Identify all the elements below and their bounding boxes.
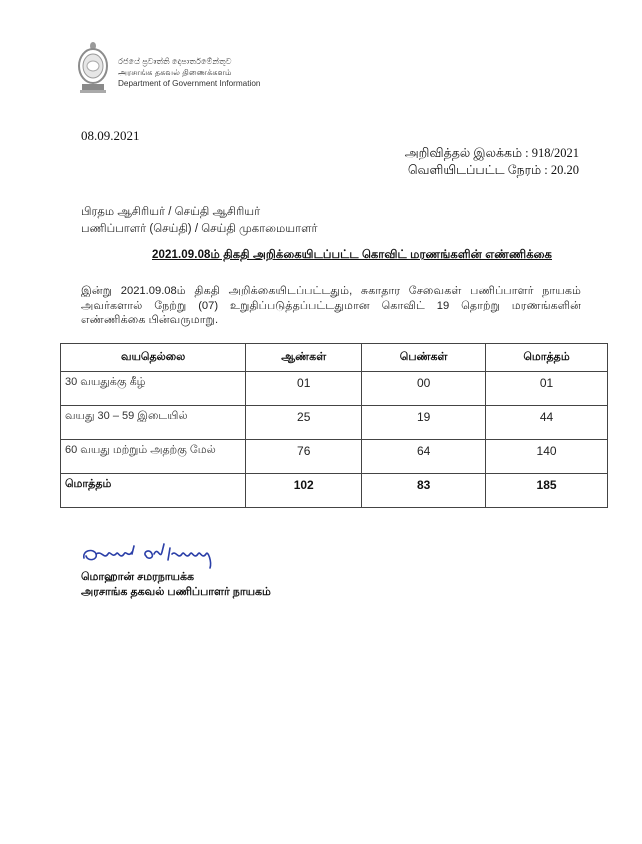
recipient-line: பணிப்பாளர் (செய்தி) / செய்தி முகாமையாளர் bbox=[81, 223, 318, 235]
table-row bbox=[61, 406, 608, 440]
female-cell: 19 bbox=[362, 406, 486, 440]
female-cell: 00 bbox=[362, 372, 486, 406]
total-label-cell: மொத்தம் bbox=[61, 474, 246, 508]
letterhead-english: Department of Government Information bbox=[118, 79, 261, 88]
total-cell: 44 bbox=[486, 406, 608, 440]
table-row bbox=[61, 372, 608, 406]
notice-number-value: 918/2021 bbox=[531, 146, 579, 160]
total-cell: 140 bbox=[486, 440, 608, 474]
female-cell: 64 bbox=[362, 440, 486, 474]
table-total-row bbox=[61, 474, 608, 508]
male-cell: 25 bbox=[246, 406, 362, 440]
release-time bbox=[405, 162, 579, 179]
age-group-cell: 60 வயது மற்றும் அதற்கு மேல் bbox=[61, 440, 246, 474]
deaths-table bbox=[60, 343, 608, 508]
header-age-group: வயதெல்லை bbox=[61, 344, 246, 372]
table-header-row bbox=[61, 344, 608, 372]
letterhead-tamil: அரசாங்க தகவல் திணைக்களம் bbox=[118, 68, 232, 77]
total-cell: 01 bbox=[486, 372, 608, 406]
age-group-cell: 30 வயதுக்கு கீழ் bbox=[61, 372, 246, 406]
handwritten-signature-icon bbox=[80, 540, 230, 572]
document-date: 08.09.2021 bbox=[81, 128, 140, 143]
release-time-label: வெளியிடப்பட்ட நேரம் bbox=[407, 163, 542, 177]
intro-paragraph: இன்று 2021.09.08ம் திகதி அறிக்கையிடப்பட்டதும், சுகாதார சேவைகள் பணிப்பாளர் நாயகம் அவர்களால் நேற்று (07) உறுதிப்படுத்தப்பட்டதுமான கொவிட் 19 தொற்று மரணங்களின் எண்ணிக்கை பின்வருமாறு. bbox=[81, 285, 581, 326]
notice-number bbox=[405, 145, 579, 162]
document-title: 2021.09.08ம் திகதி அறிக்கையிடப்பட்ட கொவிட் மரணங்களின் எண்ணிக்கை bbox=[152, 249, 553, 261]
notice-number-label: அறிவித்தல் இலக்கம் bbox=[404, 146, 523, 160]
male-cell: 76 bbox=[246, 440, 362, 474]
separator: : bbox=[544, 163, 548, 177]
signatory-name: மொஹான் சமரநாயக்க bbox=[81, 571, 195, 583]
recipient-line: பிரதம ஆசிரியர் / செய்தி ஆசிரியர் bbox=[81, 206, 261, 218]
letterhead bbox=[118, 56, 260, 89]
signatory bbox=[81, 570, 271, 600]
table-row bbox=[61, 440, 608, 474]
reference-block bbox=[405, 145, 579, 179]
male-cell: 01 bbox=[246, 372, 362, 406]
age-group-cell: வயது 30 – 59 இடையில் bbox=[61, 406, 246, 440]
male-total-cell: 102 bbox=[246, 474, 362, 508]
female-total-cell: 83 bbox=[362, 474, 486, 508]
header-total: மொத்தம் bbox=[486, 344, 608, 372]
letterhead-sinhala: රජයේ ප්‍රවෘත්ති දෙපාර්තමේන්තුව bbox=[118, 57, 232, 66]
signatory-title: அரசாங்க தகவல் பணிப்பாளர் நாயகம் bbox=[81, 586, 271, 598]
recipients bbox=[81, 204, 318, 238]
grand-total-cell: 185 bbox=[486, 474, 608, 508]
header-male: ஆண்கள் bbox=[246, 344, 362, 372]
separator: : bbox=[525, 146, 529, 160]
release-time-value: 20.20 bbox=[550, 163, 579, 177]
header-female: பெண்கள் bbox=[362, 344, 486, 372]
sri-lanka-emblem-icon bbox=[76, 40, 110, 96]
